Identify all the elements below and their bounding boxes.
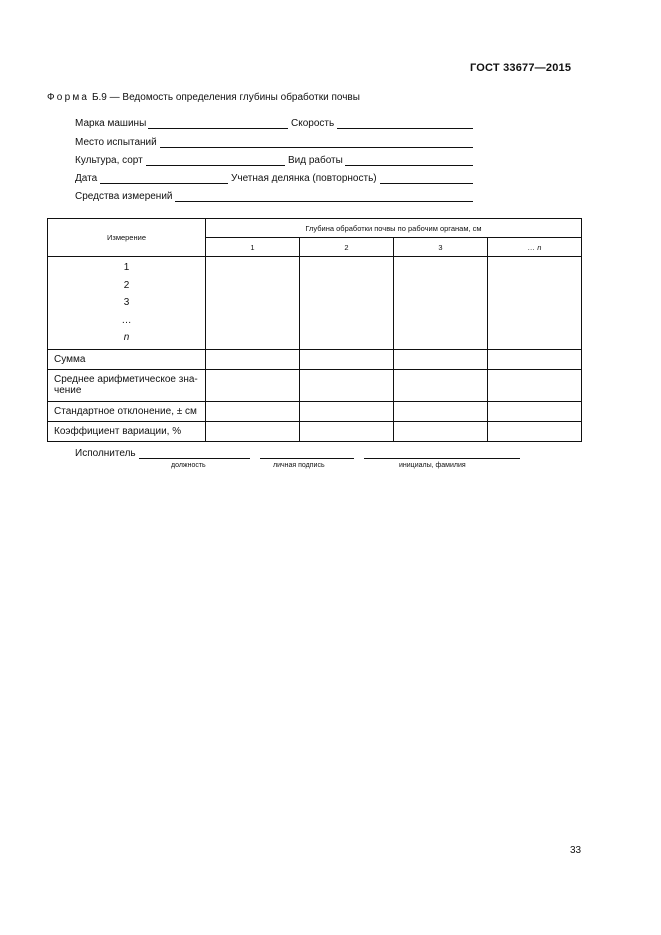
speed-line[interactable] [337,128,473,129]
table-cell[interactable] [394,369,488,401]
table-cell[interactable] [394,349,488,369]
table-row [48,421,582,441]
column-header: 2 [300,238,394,257]
mean-label: Среднее арифметическое зна-чение [48,369,206,401]
table-cell[interactable] [488,421,582,441]
table-cell[interactable] [394,421,488,441]
position-line[interactable] [139,458,250,459]
std-dev-label: Стандартное отклонение, ± см [48,401,206,421]
depth-header: Глубина обработки почвы по рабочим органам, см [206,219,582,238]
date-line[interactable] [100,183,228,184]
form-title-text: Б.9 — Ведомость определения глубины обработки почвы [89,92,360,103]
sum-label: Сумма [48,349,206,369]
column-header: 1 [206,238,300,257]
measure-number: 3 [123,297,130,309]
plot-label: Учетная делянка (повторность) [231,173,377,184]
standard-number: ГОСТ 33677—2015 [470,62,572,74]
measure-number: n [123,332,130,344]
measure-number: … [121,314,132,326]
table-cell[interactable] [300,421,394,441]
executor-label: Исполнитель [75,448,136,459]
table-cell[interactable] [488,401,582,421]
table-cell[interactable] [206,369,300,401]
table-row [48,401,582,421]
variation-label: Коэффициент вариации, % [48,421,206,441]
measure-numbers [48,257,206,350]
machine-brand-line[interactable] [148,128,288,129]
work-type-label: Вид работы [288,155,343,166]
date-label: Дата [75,173,98,184]
column-header: … n [488,238,582,257]
table-row [48,257,582,350]
instruments-line[interactable] [175,201,473,202]
table-cell[interactable] [394,401,488,421]
test-place-line[interactable] [160,147,473,148]
table-cell[interactable] [488,257,582,350]
name-caption: инициалы, фамилия [399,462,466,469]
signature-caption: личная подпись [273,462,325,469]
instruments-label: Средства измерений [75,191,173,202]
table-cell[interactable] [300,349,394,369]
column-header: 3 [394,238,488,257]
table-cell[interactable] [300,257,394,350]
table-cell[interactable] [206,421,300,441]
form-title [47,92,360,103]
work-type-line[interactable] [345,165,473,166]
measurement-header: Измерение [48,219,206,257]
name-line[interactable] [364,458,520,459]
signature-line[interactable] [260,458,354,459]
table-cell[interactable] [206,257,300,350]
table-cell[interactable] [300,401,394,421]
crop-variety-line[interactable] [146,165,285,166]
form-prefix: Форма [47,92,90,103]
position-caption: должность [171,462,206,469]
measurement-table [47,218,582,442]
table-cell[interactable] [488,349,582,369]
machine-brand-label: Марка машины [75,118,147,129]
measure-number: 1 [123,262,130,273]
crop-variety-label: Культура, сорт [75,155,143,166]
page-number: 33 [570,845,582,856]
measure-number: 2 [123,279,130,291]
table-cell[interactable] [206,401,300,421]
speed-label: Скорость [291,118,335,129]
plot-line[interactable] [380,183,473,184]
table-row [48,369,582,401]
table-row [48,349,582,369]
table-cell[interactable] [488,369,582,401]
test-place-label: Место испытаний [75,137,157,148]
table-cell[interactable] [206,349,300,369]
table-cell[interactable] [300,369,394,401]
table-cell[interactable] [394,257,488,350]
